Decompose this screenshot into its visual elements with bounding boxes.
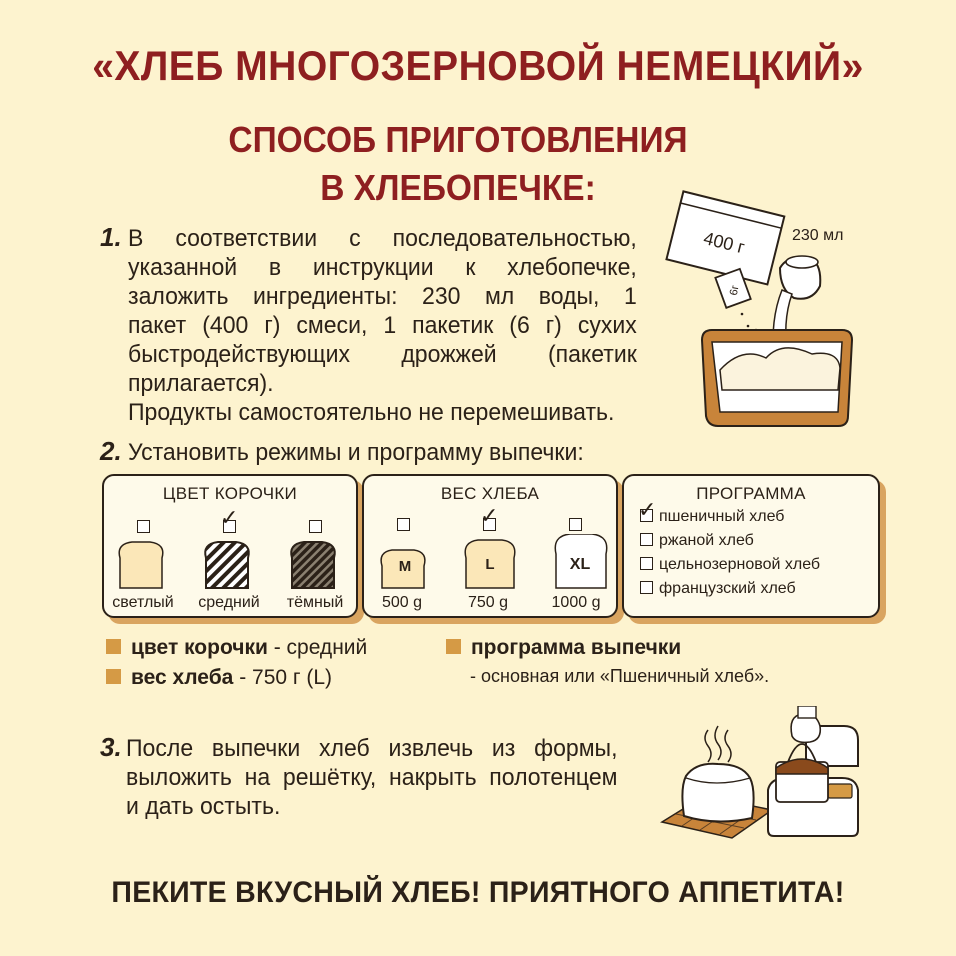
bread-weight-card xyxy=(362,474,618,618)
summary-crust-value: - средний xyxy=(267,636,368,659)
checkmark-icon: ✓ xyxy=(638,497,657,522)
bullet-square-icon xyxy=(106,669,121,684)
bread-xl-size: XL xyxy=(569,556,591,573)
step3-line: После выпечки хлеб извлечь из формы, xyxy=(126,735,618,762)
weight-xl-label: 1000 g xyxy=(551,594,601,611)
step1-line: прилагается). xyxy=(128,370,274,397)
breadmaker-ingredients-illustration xyxy=(662,190,862,440)
program-rye-checkbox[interactable] xyxy=(640,533,653,546)
program-french-label: французский хлеб xyxy=(659,580,796,597)
bread-m-size: M xyxy=(398,558,412,575)
program-card xyxy=(622,474,880,618)
bread-slices-illustration xyxy=(112,538,352,592)
towel-covered-bread-icon xyxy=(682,764,753,822)
program-option-wheat[interactable] xyxy=(640,508,784,526)
program-wholegrain-checkbox[interactable] xyxy=(640,557,653,570)
step1-line: пакет (400 г) смеси, 1 пакетик (6 г) сухих xyxy=(128,312,637,339)
bag-label: 400 г xyxy=(701,228,747,258)
checkmark-icon: ✓ xyxy=(480,503,499,528)
step1-line: указанной в инструкции к хлебопечке, xyxy=(128,254,637,281)
summary-program xyxy=(446,636,681,660)
crust-dark-checkbox[interactable] xyxy=(309,520,322,533)
program-french-checkbox[interactable] xyxy=(640,581,653,594)
step1-line: быстродействующих дрожжей (пакетик xyxy=(128,341,637,368)
footer-slogan: ПЕКИТЕ ВКУСНЫЙ ХЛЕБ! ПРИЯТНОГО АППЕТИТА! xyxy=(111,876,845,909)
weight-l-label: 750 g xyxy=(467,594,509,611)
summary-crust-key: цвет корочки xyxy=(131,636,268,659)
page-title: «ХЛЕБ МНОГОЗЕРНОВОЙ НЕМЕЦКИЙ» xyxy=(92,42,864,89)
crust-color-card xyxy=(102,474,358,618)
program-rye-label: ржаной хлеб xyxy=(659,532,754,549)
crust-light-label: светлый xyxy=(112,594,174,611)
bullet-square-icon xyxy=(446,639,461,654)
weight-xl-checkbox[interactable] xyxy=(569,518,582,531)
step1-number: 1. xyxy=(100,222,122,252)
program-wheat-label: пшеничный хлеб xyxy=(659,508,785,525)
bread-light-icon xyxy=(119,542,163,588)
weight-m-label: 500 g xyxy=(381,594,423,611)
steam-icon xyxy=(705,726,731,762)
step1-note: Продукты самостоятельно не перемешивать. xyxy=(128,399,615,426)
program-card-title: ПРОГРАММА xyxy=(696,484,806,503)
program-option-wholegrain[interactable] xyxy=(640,556,820,574)
crust-card-title: ЦВЕТ КОРОЧКИ xyxy=(162,484,298,503)
summary-program-value: - основная или «Пшеничный хлеб». xyxy=(470,666,770,686)
summary-crust xyxy=(106,636,367,660)
method-heading-line1: СПОСОБ ПРИГОТОВЛЕНИЯ xyxy=(228,119,688,160)
water-label: 230 мл xyxy=(792,227,844,244)
weight-card-title: ВЕС ХЛЕБА xyxy=(440,484,540,503)
checkmark-icon: ✓ xyxy=(220,505,239,530)
summary-weight-key: вес хлеба xyxy=(131,666,234,689)
weight-m-checkbox[interactable] xyxy=(397,518,410,531)
step1-text xyxy=(128,224,637,427)
summary-program-key: программа выпечки xyxy=(471,636,682,659)
hand-icon xyxy=(791,706,820,742)
program-option-french[interactable] xyxy=(640,580,796,598)
summary-weight xyxy=(106,666,332,690)
summary-weight-value: - 750 г (L) xyxy=(233,666,333,689)
bullet-square-icon xyxy=(106,639,121,654)
crust-light-checkbox[interactable] xyxy=(137,520,150,533)
crust-medium-label: средний xyxy=(198,594,260,611)
sachet-label: 6г xyxy=(727,284,742,297)
step3-text xyxy=(126,734,618,821)
step3-line: выложить на решётку, накрыть полотенцем xyxy=(126,764,618,791)
step3-number: 3. xyxy=(100,732,122,762)
step2-text: Установить режимы и программу выпечки: xyxy=(128,439,584,466)
program-wholegrain-label: цельнозерновой хлеб xyxy=(659,556,821,573)
cooling-bread-illustration xyxy=(656,706,866,846)
step3-line: и дать остыть. xyxy=(126,793,281,820)
bread-l-size: L xyxy=(485,556,495,573)
flour-bag-icon xyxy=(666,191,784,284)
program-option-rye[interactable] xyxy=(640,532,754,550)
bread-dark-icon xyxy=(291,542,335,588)
crust-dark-label: тёмный xyxy=(286,594,344,611)
step1-line: В соответствии с последовательностью, xyxy=(128,225,637,252)
bread-pan-icon xyxy=(702,330,852,426)
method-heading-line2: В ХЛЕБОПЕЧКЕ: xyxy=(320,167,596,208)
step1-line: заложить ингредиенты: 230 мл воды, 1 xyxy=(128,283,637,310)
step2-number: 2. xyxy=(100,436,122,466)
bread-medium-icon xyxy=(205,542,249,588)
